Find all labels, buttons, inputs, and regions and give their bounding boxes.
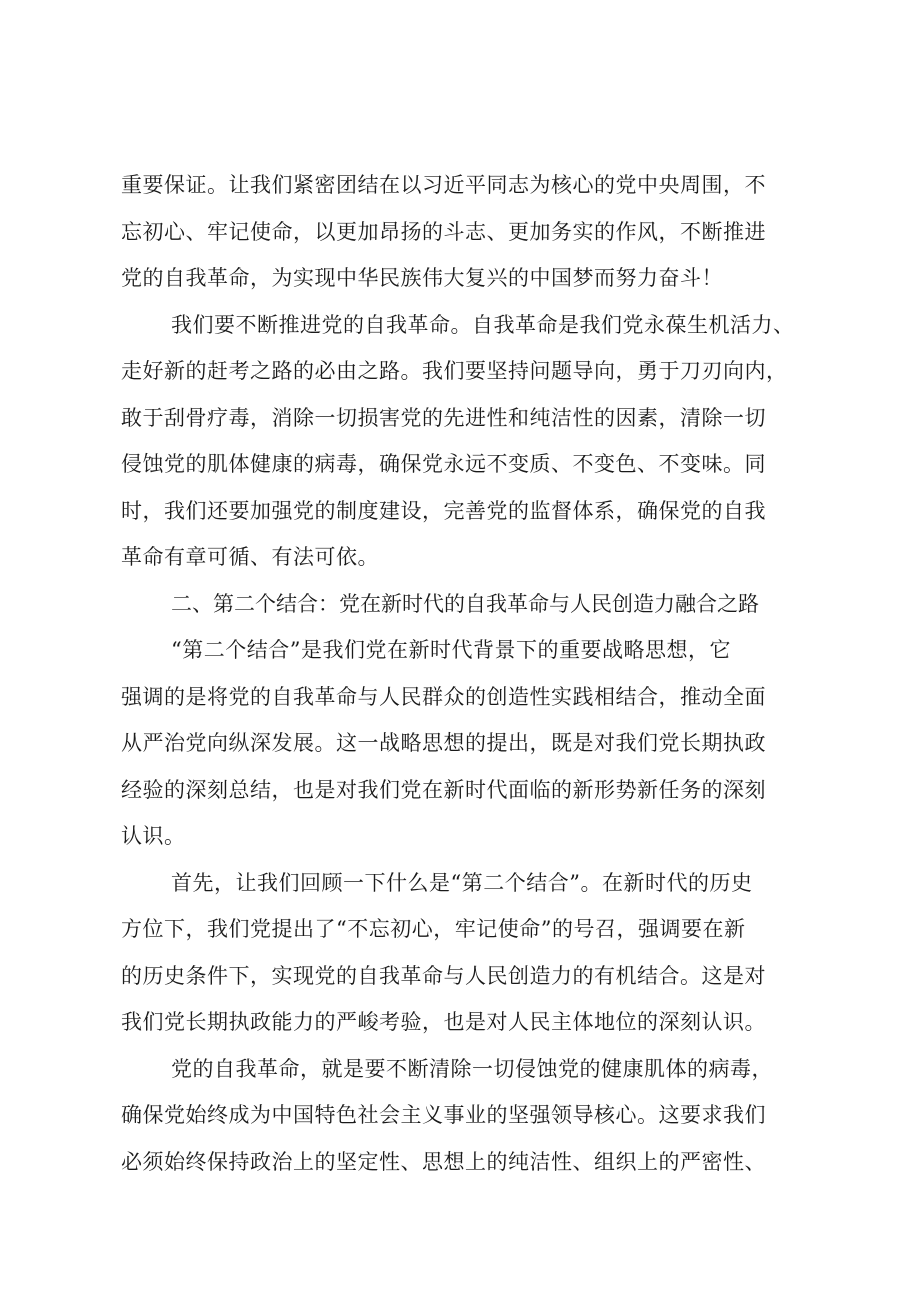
text-line: 确保党始终成为中国特色社会主义事业的坚强领导核心。这要求我们	[121, 1103, 766, 1127]
paragraph-start-line: “第二个结合”是我们党在新时代背景下的重要战略思想，它	[171, 638, 731, 662]
text-line: 革命有章可循、有法可依。	[121, 545, 379, 569]
text-line: 敢于刮骨疗毒，消除一切损害党的先进性和纯洁性的因素，清除一切	[121, 405, 766, 430]
text-line: 党的自我革命，为实现中华民族伟大复兴的中国梦而努力奋斗！	[121, 266, 723, 290]
text-line: 时，我们还要加强党的制度建设，完善党的监督体系，确保党的自我	[121, 498, 766, 523]
text-line: 的历史条件下，实现党的自我革命与人民创造力的有机结合。这是对	[121, 963, 766, 988]
paragraph-start-line: 首先，让我们回顾一下什么是“第二个结合”。在新时代的历史	[171, 870, 753, 895]
text-line: 我们党长期执政能力的严峻考验，也是对人民主体地位的深刻认识。	[121, 1010, 766, 1034]
text-line: 必须始终保持政治上的坚定性、思想上的纯洁性、组织上的严密性、	[121, 1149, 766, 1174]
text-line: 强调的是将党的自我革命与人民群众的创造性实践相结合，推动全面	[121, 684, 766, 709]
text-line: 走好新的赶考之路的必由之路。我们要坚持问题导向，勇于刀刃向内，	[121, 359, 788, 383]
text-line: 认识。	[121, 824, 186, 848]
text-line: 方位下，我们党提出了“不忘初心，牢记使命”的号召，强调要在新	[121, 917, 746, 941]
text-line: 从严治党向纵深发展。这一战略思想的提出，既是对我们党长期执政	[121, 731, 766, 755]
text-line: 重要保证。让我们紧密团结在以习近平同志为核心的党中央周围，不	[121, 173, 766, 197]
document-body	[121, 162, 811, 1185]
text-line: 经验的深刻总结，也是对我们党在新时代面临的新形势新任务的深刻	[121, 777, 766, 802]
text-line: 忘初心、牢记使命，以更加昂扬的斗志、更加务实的作风，不断推进	[121, 219, 766, 244]
text-line: 侵蚀党的肌体健康的病毒，确保党永远不变质、不变色、不变味。同	[121, 452, 766, 476]
paragraph-start-line: 我们要不断推进党的自我革命。自我革命是我们党永葆生机活力、	[171, 312, 795, 337]
paragraph-start-line: 党的自我革命，就是要不断清除一切侵蚀党的健康肌体的病毒，	[171, 1056, 773, 1081]
section-heading: 二、第二个结合：党在新时代的自我革命与人民创造力融合之路	[171, 591, 759, 616]
